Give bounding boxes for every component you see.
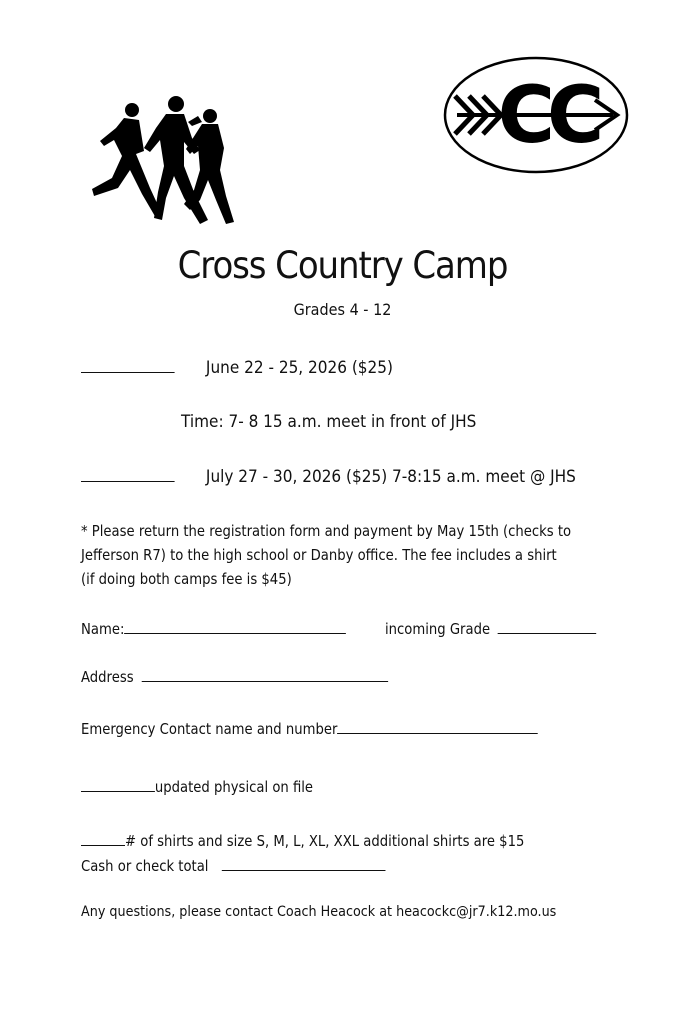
session1-blank[interactable] bbox=[81, 358, 175, 373]
name-row bbox=[81, 619, 346, 638]
shirts-blank[interactable] bbox=[81, 831, 125, 846]
grade-field[interactable] bbox=[498, 619, 597, 634]
session1-dates: June 22 - 25, 2026 ($25) bbox=[205, 358, 393, 378]
page-title: Cross Country Camp bbox=[177, 244, 508, 287]
session2-row bbox=[81, 467, 576, 487]
total-field[interactable] bbox=[221, 856, 385, 871]
name-label: Name: bbox=[81, 620, 125, 638]
grade-label: incoming Grade bbox=[385, 620, 491, 638]
total-row bbox=[81, 856, 385, 875]
runners-illustration bbox=[84, 96, 236, 230]
address-field[interactable] bbox=[141, 667, 387, 682]
contact-line: Any questions, please contact Coach Heacock at heacockc@jr7.k12.mo.us bbox=[81, 904, 557, 920]
shirts-row bbox=[81, 831, 524, 850]
address-label: Address bbox=[81, 668, 134, 686]
grade-row bbox=[385, 619, 596, 638]
physical-label: updated physical on file bbox=[154, 778, 314, 796]
instructions-paragraph bbox=[81, 519, 571, 591]
total-label: Cash or check total bbox=[81, 857, 209, 875]
emergency-row bbox=[81, 719, 538, 738]
instructions-line: * Please return the registration form and payment by May 15th (checks to bbox=[81, 522, 572, 540]
name-field[interactable] bbox=[124, 619, 346, 634]
time-line: Time: 7- 8 15 a.m. meet in front of JHS bbox=[181, 412, 477, 432]
emergency-label: Emergency Contact name and number bbox=[81, 720, 338, 738]
instructions-line: (if doing both camps fee is $45) bbox=[81, 570, 292, 588]
session1-row bbox=[81, 358, 393, 378]
grades-subtitle: Grades 4 - 12 bbox=[293, 300, 392, 319]
address-row bbox=[81, 667, 388, 686]
logo-text: CC bbox=[497, 71, 597, 161]
cc-logo bbox=[443, 56, 629, 174]
shirts-label: # of shirts and size S, M, L, XL, XXL additional shirts are $15 bbox=[125, 832, 525, 850]
instructions-line: Jefferson R7) to the high school or Danby office. The fee includes a shirt bbox=[81, 546, 557, 564]
session2-blank[interactable] bbox=[81, 467, 175, 482]
session2-dates: July 27 - 30, 2026 ($25) 7-8:15 a.m. meet @ JHS bbox=[205, 467, 576, 487]
physical-row bbox=[81, 777, 313, 796]
emergency-field[interactable] bbox=[337, 719, 538, 734]
physical-blank[interactable] bbox=[81, 777, 155, 792]
